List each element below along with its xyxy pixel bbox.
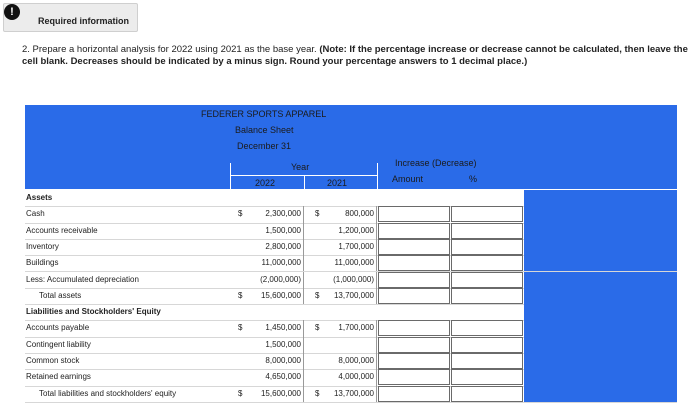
year-header: Year <box>291 162 310 172</box>
amount-input[interactable] <box>378 386 450 402</box>
blank-cell <box>524 337 677 353</box>
blank-cell <box>524 272 677 288</box>
currency-symbol: $ <box>238 209 243 219</box>
table-row <box>25 386 677 403</box>
value-2022: 1,500,000 <box>231 337 304 353</box>
currency-symbol: $ <box>315 209 320 219</box>
blank-cell <box>524 369 677 385</box>
value-2021: 11,000,000 <box>305 255 377 271</box>
section-header-row <box>25 190 677 207</box>
row-label: Accounts receivable <box>26 225 98 235</box>
blank-cell <box>524 288 677 304</box>
alert-icon: ! <box>4 4 20 20</box>
value-2021: 1,200,000 <box>305 223 377 239</box>
blank-cell <box>524 255 677 271</box>
row-label: Buildings <box>26 258 59 268</box>
amount-input[interactable] <box>378 206 450 222</box>
currency-symbol: $ <box>315 323 320 333</box>
statement-name: Balance Sheet <box>235 125 294 135</box>
blank-cell <box>524 353 677 369</box>
table-row <box>25 288 677 305</box>
instructions-plain: 2. Prepare a horizontal analysis for 2022 using 2021 as the base year. <box>22 44 317 55</box>
percent-input[interactable] <box>451 255 523 271</box>
row-label: Assets <box>26 193 53 202</box>
value-2021: 1,700,000 <box>305 239 377 255</box>
table-row <box>25 320 677 337</box>
table-row <box>25 369 677 386</box>
blank-cell <box>524 190 677 206</box>
required-info-label: Required information <box>38 16 130 26</box>
percent-input[interactable] <box>451 320 523 336</box>
value-2021: 8,000,000 <box>305 353 377 369</box>
blank-cell <box>524 386 677 402</box>
value-2022: (2,000,000) <box>231 272 304 288</box>
row-label: Common stock <box>26 356 80 365</box>
percent-input[interactable] <box>451 272 523 288</box>
row-label: Total liabilities and stockholders' equity <box>39 388 177 398</box>
instructions-note: (Note: If the percentage increase or decrease cannot be calculated, then leave the cell blank. Decreases should be indicated by a minus sign. Round your percentage answers to 1 decimal place.) <box>22 44 688 67</box>
amount-input[interactable] <box>378 353 450 369</box>
row-label: Retained earnings <box>26 372 91 382</box>
amount-input[interactable] <box>378 369 450 385</box>
table-row <box>25 337 677 354</box>
table-row <box>25 255 677 272</box>
value-2022: 1,450,000 <box>231 320 304 336</box>
value-2021 <box>305 337 377 353</box>
percent-input[interactable] <box>451 239 523 255</box>
col-2022-header: 2022 <box>255 178 276 188</box>
table-row <box>25 239 677 256</box>
blank-cell <box>524 320 677 336</box>
percent-input[interactable] <box>451 206 523 222</box>
table-row <box>25 353 677 370</box>
currency-symbol: $ <box>315 290 320 300</box>
table-row <box>25 272 677 289</box>
section-header-row <box>25 304 677 321</box>
amount-input[interactable] <box>378 239 450 255</box>
value-2021: (1,000,000) <box>305 272 377 288</box>
amount-header: Amount <box>392 174 424 184</box>
currency-symbol: $ <box>315 388 320 398</box>
row-label: Inventory <box>26 241 59 251</box>
value-2022: 4,650,000 <box>231 369 304 385</box>
amount-input[interactable] <box>378 255 450 271</box>
blank-cell <box>524 206 677 222</box>
table-header <box>25 105 677 190</box>
value-2021: 1,700,000 <box>305 320 377 336</box>
statement-date: December 31 <box>237 141 292 151</box>
company-name: FEDERER SPORTS APPAREL <box>201 109 327 119</box>
horizontal-analysis-table <box>25 105 677 403</box>
row-label: Contingent liability <box>26 339 91 349</box>
percent-input[interactable] <box>451 369 523 385</box>
row-label: Accounts payable <box>26 323 90 333</box>
percent-input[interactable] <box>451 353 523 369</box>
percent-header: % <box>469 174 478 184</box>
value-2022: 15,600,000 <box>231 386 304 402</box>
blank-cell <box>524 239 677 255</box>
value-2021: 800,000 <box>305 206 377 222</box>
table-row <box>25 223 677 240</box>
row-label: Cash <box>26 209 45 219</box>
amount-input[interactable] <box>378 337 450 353</box>
percent-input[interactable] <box>451 337 523 353</box>
percent-input[interactable] <box>451 288 523 304</box>
currency-symbol: $ <box>238 323 243 333</box>
value-2022: 1,500,000 <box>231 223 304 239</box>
value-2021: 13,700,000 <box>305 386 377 402</box>
row-label: Total assets <box>39 290 82 300</box>
percent-input[interactable] <box>451 386 523 402</box>
value-2022: 2,300,000 <box>231 206 304 222</box>
percent-input[interactable] <box>451 223 523 239</box>
change-header: Increase (Decrease) <box>395 158 477 168</box>
col-2021-header: 2021 <box>327 178 348 188</box>
blank-cell <box>524 304 677 320</box>
currency-symbol: $ <box>238 290 243 300</box>
table-row <box>25 206 677 223</box>
value-2022: 15,600,000 <box>231 288 304 304</box>
required-info-bar[interactable] <box>3 3 138 32</box>
blank-cell <box>524 223 677 239</box>
value-2021: 4,000,000 <box>305 369 377 385</box>
value-2022: 2,800,000 <box>231 239 304 255</box>
value-2022: 8,000,000 <box>231 353 304 369</box>
amount-input[interactable] <box>378 288 450 304</box>
instructions <box>22 44 692 68</box>
currency-symbol: $ <box>238 388 243 398</box>
amount-input[interactable] <box>378 320 450 336</box>
row-label: Liabilities and Stockholders' Equity <box>26 307 161 317</box>
value-2022: 11,000,000 <box>231 255 304 271</box>
amount-input[interactable] <box>378 223 450 239</box>
row-label: Less: Accumulated depreciation <box>26 274 139 284</box>
value-2021: 13,700,000 <box>305 288 377 304</box>
amount-input[interactable] <box>378 272 450 288</box>
